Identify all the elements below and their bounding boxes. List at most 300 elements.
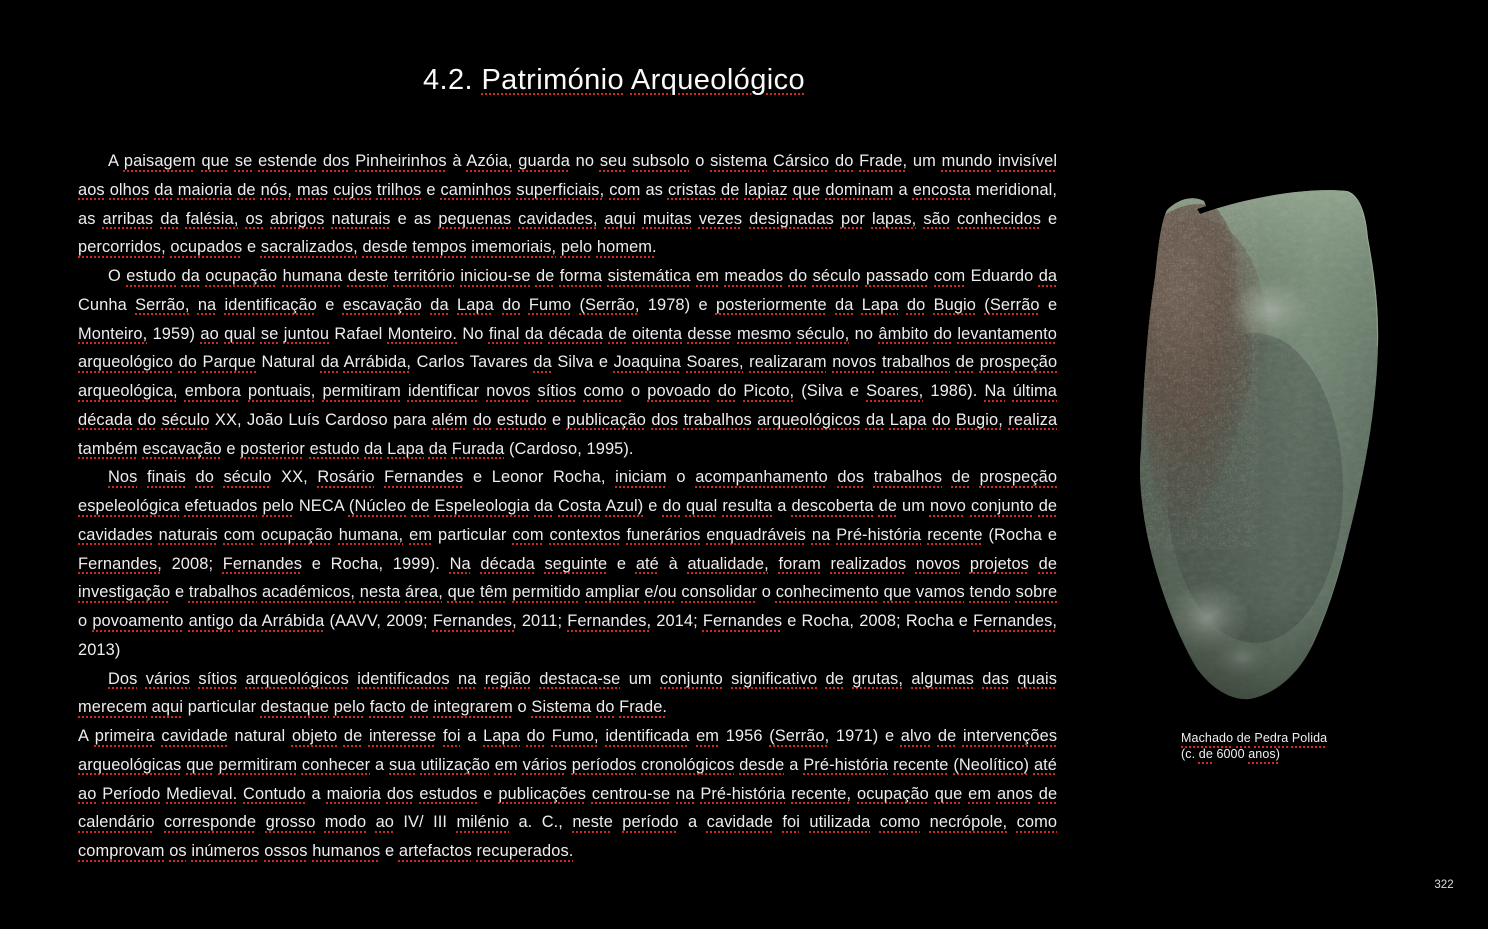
word: de [535,267,555,285]
word: da [865,410,885,429]
word: seguinte [544,554,608,573]
word: as [645,180,663,199]
word: recente, [791,784,852,803]
word: e [325,295,335,314]
word: a [687,813,698,832]
word: particular [187,698,257,717]
word: vamos [915,583,965,602]
word: 2014; [656,612,698,630]
word: a [311,784,321,803]
word: algumas [911,669,974,688]
word: Lapa [861,295,899,314]
word: funerários [626,525,701,544]
word: Rafael [334,324,383,343]
word: O [108,267,121,285]
word: Fernandes, [973,612,1058,630]
word: (Silva [801,382,843,400]
word: 1971) [835,727,879,745]
word: (Núcleo [348,497,407,515]
word: pelo [262,497,294,515]
word: os [169,842,187,860]
word: e [616,554,627,573]
word: os [245,209,264,228]
word: lapiaz [744,180,788,199]
word: que [201,152,230,170]
word: e [397,209,407,228]
word: e [226,439,236,458]
word: Soares, [686,353,744,372]
word: Lapa [889,410,927,429]
word: de [878,497,897,515]
word: (AAVV, [329,612,382,630]
word: Cunha [78,295,127,314]
word: vezes [698,209,743,228]
word: têm [479,583,508,602]
word: e [311,554,321,573]
word: 2008; [171,554,214,573]
page-number: 322 [1434,879,1454,891]
word: trilhos [376,180,422,199]
word: década [480,554,535,573]
word: e [598,353,609,372]
word: Arqueológico [630,64,806,96]
word: utilizada [809,813,871,832]
word: Espeleologia [434,497,530,515]
word: e [552,410,562,429]
word: de [955,353,975,372]
word: prospeção [979,353,1058,372]
word: da [364,439,383,458]
word: pelo [560,238,593,257]
word: imemoriais, [471,238,557,257]
word: as [78,209,96,228]
word: anos [996,784,1033,803]
word: de [237,180,256,199]
word: enquadráveis [706,525,806,544]
word: pontuais, [248,382,316,400]
word: (Serrão, [769,727,830,745]
word: cujos [333,180,372,199]
word: realizaram [749,353,827,372]
word: (Rocha [988,525,1042,544]
word: década [78,410,133,429]
word: ao [200,324,219,343]
word: projetos [969,554,1029,573]
word: ossos [264,842,308,860]
word: final [488,324,520,343]
word: investigação [78,583,171,602]
word: dos [837,468,865,487]
word: as [413,209,432,228]
word: de [1038,784,1058,803]
word: e [698,295,708,314]
word: da [160,209,179,228]
word: recente [893,755,949,774]
word: cavidade [161,727,228,745]
word: se [260,324,279,343]
word: Azul) [605,497,644,515]
word: do [835,152,854,170]
word: dos [651,410,679,429]
word: povoado [647,382,711,400]
word: destaque [260,698,330,717]
word: identificada [605,727,690,745]
word: embora [184,382,241,400]
word: Rocha, [330,554,384,573]
word: à [668,554,678,573]
word: C., [541,813,563,832]
word: Contudo [243,784,306,803]
word: Património [481,64,625,96]
word: o [695,152,705,170]
word: dominam [825,180,894,199]
word: de [937,727,957,745]
word: pelo [333,698,366,717]
word: na [197,295,217,314]
word: atualidade, [687,554,769,573]
word: novos [915,554,961,573]
word: Arrábida [261,612,325,630]
word: estudos [419,784,478,803]
word: paisagem [123,152,196,170]
word: Nos [108,468,138,487]
word: naturais [158,525,218,544]
word: percorridos, [78,238,166,257]
word: cavidades [78,525,153,544]
word: tendo [969,583,1011,602]
word: 1995). [586,439,634,458]
word: que [883,583,912,602]
word: em [968,784,992,803]
caption-line-1 [1181,730,1327,746]
word: olhos [109,180,150,199]
word: um [912,152,936,170]
word: XX, [281,468,308,487]
word: como [879,813,921,832]
word: da [534,497,554,515]
word: Na [449,554,471,573]
stone-axe-image [1140,188,1380,710]
word: o [630,382,641,400]
word: na [457,669,477,688]
word: povoamento [92,612,184,630]
word: realizados [830,554,907,573]
word: centrou-se [591,784,671,803]
word: de [343,727,363,745]
word: área, [405,583,443,602]
word: ocupação [260,525,333,544]
word: 2013) [78,640,121,659]
word: ao [375,813,394,832]
word: foi [443,727,461,745]
word: e [246,238,257,257]
word: posterior [240,439,305,458]
word: Fernandes, [78,554,162,573]
word: 1999). [392,554,440,573]
word: arqueológicas [78,755,182,774]
word: lapas, [871,209,917,228]
word: Joaquina [613,353,681,372]
word: dos [322,152,350,170]
word: Fumo [528,295,572,314]
word: Medieval. [166,784,238,803]
word: ampliar [585,583,640,602]
word: trabalhos [188,583,258,602]
word: do [933,324,953,343]
word: sítios [537,382,577,400]
word: trabalhos [873,468,943,487]
word: por [840,209,865,228]
word: do [502,295,521,314]
word: ocupação [857,784,929,803]
word: desse [687,324,732,343]
word: no [854,324,874,343]
paragraph [78,147,1057,262]
word: corresponde [164,813,257,832]
word: Frade, [859,152,908,170]
word: território [393,267,455,285]
word: finais [147,468,186,487]
word: de [410,698,429,717]
word: resulta [722,497,773,515]
word: e [385,842,395,860]
word: Pré-história [803,755,889,774]
word: Rocha, [801,612,855,630]
word: cronológicos [641,755,735,774]
word: arribas [102,209,154,228]
word: objeto [291,727,338,745]
word: estudo [496,410,547,429]
word: naturais [331,209,391,228]
word: encosta [912,180,971,199]
word: do [596,698,615,717]
word: tempos [412,238,467,257]
word: trabalhos [881,353,951,372]
word: estende [258,152,318,170]
word: se [234,152,253,170]
word: foi [782,813,800,832]
word: da [430,295,449,314]
word: Azóia, [466,152,513,170]
word: do [717,382,737,400]
word: como [583,382,624,400]
word: do [178,353,198,372]
word: (c. [1181,747,1196,761]
word: permitido [512,583,581,602]
word: anos) [1248,747,1281,761]
word: do [195,468,214,487]
word: identificar [407,382,480,400]
paragraph [78,262,1057,463]
word: integrarem [433,698,513,717]
word: e [849,382,860,400]
figure-caption [1181,730,1327,762]
word: de [608,324,627,343]
word: mas [296,180,329,199]
word: década [548,324,603,343]
word: da [524,324,544,343]
word: Sistema [531,698,592,717]
word: cristas [667,180,717,199]
word: merecem [78,698,148,717]
word: das [982,669,1010,688]
word: acompanhamento [695,468,828,487]
paragraph [78,665,1057,723]
word: que [186,755,214,774]
word: Dos [108,669,138,688]
word: significativo [731,669,818,688]
word: 1978) [647,295,691,314]
word: da [238,612,258,630]
word: em [494,755,518,774]
word: além [431,410,468,429]
word: Machado [1181,731,1234,745]
word: são [923,209,951,228]
word: identificados [357,669,450,688]
word: qual [685,497,718,515]
word: Eduardo [970,267,1034,285]
word: meridional, [975,180,1058,199]
word: de [1038,554,1058,573]
word: Pedra [1254,731,1289,745]
word: última [1012,382,1058,400]
word: Pré-história [836,525,922,544]
word: arqueológica, [78,382,178,400]
word: e [884,727,895,745]
word: cavidades, [518,209,598,228]
word: conjunto [660,669,723,688]
word: do [906,295,926,314]
word: natural [234,727,286,745]
word: a [898,180,908,199]
word: o [676,468,686,487]
word: a [777,497,787,515]
word: do [137,410,157,429]
word: do [662,497,681,515]
word: intervenções [962,727,1058,745]
word: comprovam [78,842,165,860]
word: sítios [198,669,238,688]
word: da [1038,267,1058,285]
word: prospeção [979,468,1058,487]
word: recente [927,525,983,544]
word: trabalhos [683,410,752,429]
word: Fumo, [551,727,599,745]
word: século [223,468,272,487]
word: um [628,669,652,688]
word: Rosário [317,468,375,487]
word: Costa [558,497,602,515]
word: realiza [1008,410,1058,429]
word: Tavares [469,353,528,372]
word: No [462,324,484,343]
word: como [1016,813,1058,832]
caption-line-2 [1181,746,1327,762]
word: e [175,583,185,602]
word: deste [347,267,389,285]
word: necrópole, [929,813,1008,832]
word: desde [362,238,408,257]
word: 2009; [386,612,428,630]
word: humana [282,267,343,285]
word: posteriormente [715,295,827,314]
word: permitiram [218,755,298,774]
word: Soares, [866,382,924,400]
word: Fernandes [384,468,464,487]
word: conhecidos [957,209,1041,228]
word: quais [1017,669,1058,688]
word: Frade. [619,698,668,717]
word: aqui [604,209,636,228]
word: período [622,813,679,832]
word: Lapa [387,439,425,458]
word: maioria [177,180,233,199]
word: espeleológica [78,497,180,515]
word: Pré-história [700,784,786,803]
word: âmbito [878,324,929,343]
word: forma [559,267,603,285]
word: académicos, [261,583,356,602]
stone-axe-photo [1140,188,1380,710]
word: cavidade [706,813,773,832]
word: dos [386,784,414,803]
word: o [761,583,772,602]
word: nós, [260,180,292,199]
word: iniciou-se [460,267,531,285]
word: o [78,612,88,630]
word: e [472,468,483,487]
word: publicação [566,410,647,429]
word: conhecimento [775,583,879,602]
word: meados [724,267,784,285]
word: Cardoso [325,410,388,429]
word: a [789,755,799,774]
word: qual [224,324,256,343]
word: e/ou [644,583,677,602]
word: século [812,267,861,285]
word: III [433,813,448,832]
word: ao [78,784,97,803]
word: IV/ [403,813,424,832]
word: milénio [456,813,510,832]
word: A [108,152,119,170]
word: Lapa [483,727,520,745]
word: oitenta [632,324,683,343]
word: até [635,554,659,573]
word: humana, [338,525,404,544]
word: de [951,468,971,487]
word: antigo [188,612,234,630]
word: Na [984,382,1006,400]
word: aqui [151,698,184,717]
word: nesta [359,583,401,602]
word: 4.2. [422,64,473,96]
word: 6000 [1216,747,1245,761]
word: mesmo [737,324,792,343]
word: foram [778,554,821,573]
word: que [934,784,963,803]
word: a. [518,813,533,832]
word: primeira [94,727,155,745]
word: Rocha, [552,468,606,487]
word: e [958,612,969,630]
word: ocupados [170,238,243,257]
word: do [473,410,492,429]
word: novos [486,382,531,400]
word: iniciam [615,468,667,487]
word: de [720,180,740,199]
word: o [517,698,527,717]
